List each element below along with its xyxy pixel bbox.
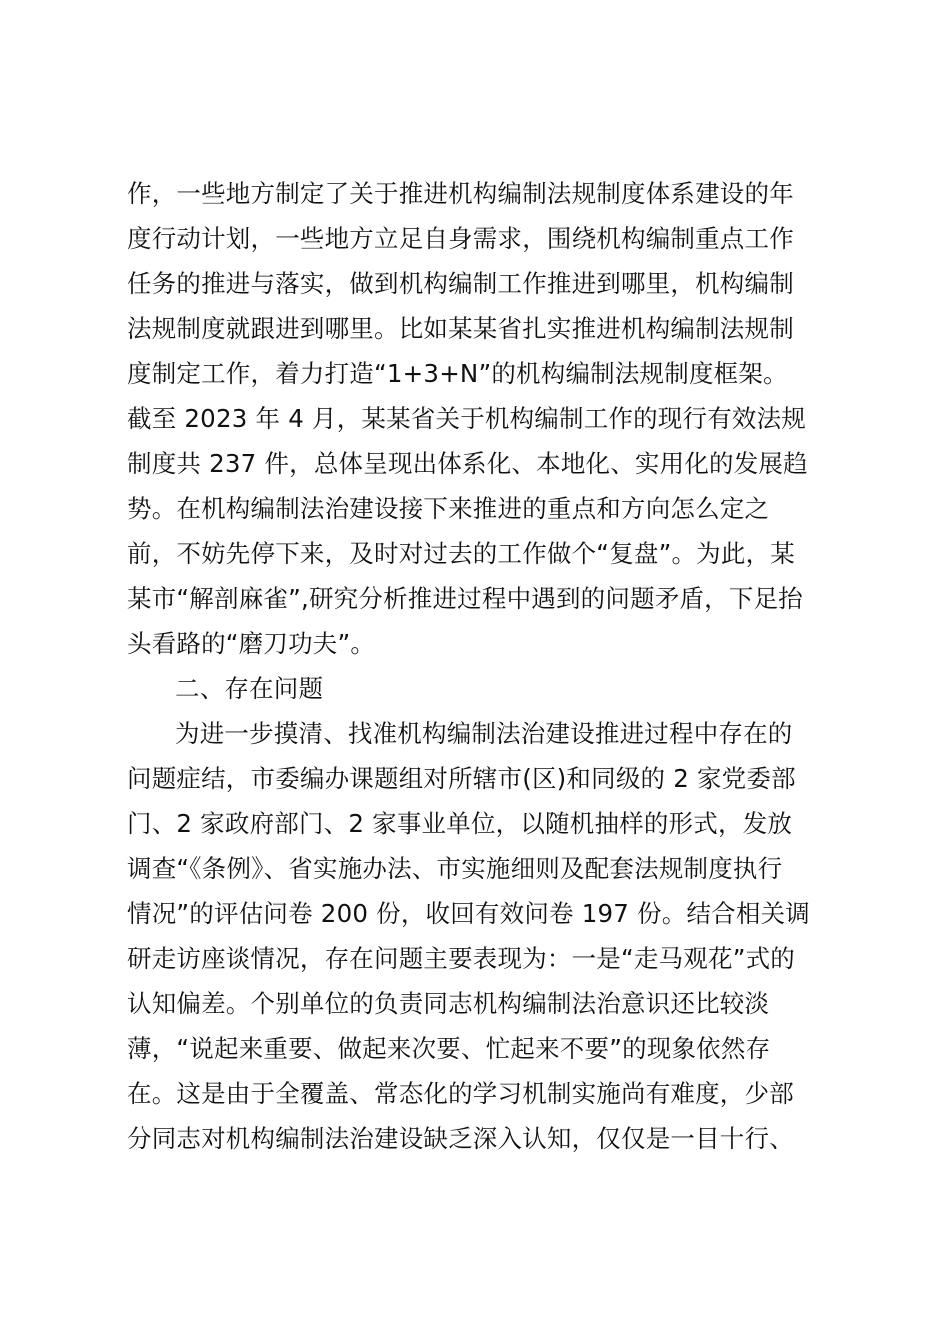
- paragraph-line: 任务的推进与落实，做到机构编制工作推进到哪里，机构编制: [127, 269, 794, 298]
- paragraph-line: 调查“《条例》、省实施办法、市实施细则及配套法规制度执行: [127, 854, 783, 883]
- paragraph-line: 研走访座谈情况，存在问题主要表现为：一是“走马观花”式的: [127, 944, 795, 973]
- paragraph-line: 截至 2023 年 4 月，某某省关于机构编制工作的现行有效法规: [127, 404, 806, 433]
- paragraph-line: 势。在机构编制法治建设接下来推进的重点和方向怎么定之: [127, 494, 770, 523]
- paragraph-line: 情况”的评估问卷 200 份，收回有效问卷 197 份。结合相关调: [127, 899, 810, 928]
- paragraph-line: 度行动计划，一些地方立足自身需求，围绕机构编制重点工作: [127, 224, 794, 253]
- paragraph-line: 分同志对机构编制法治建设缺乏深入认知，仅仅是一目十行、: [127, 1124, 794, 1153]
- paragraph-line: 问题症结，市委编办课题组对所辖市(区)和同级的 2 家党委部: [127, 764, 796, 793]
- section-heading: 二、存在问题: [175, 674, 324, 703]
- paragraph-line: 度制定工作，着力打造“1+3+N”的机构编制法规制度框架。: [127, 359, 788, 388]
- paragraph-line: 制度共 237 件，总体呈现出体系化、本地化、实用化的发展趋: [127, 449, 808, 478]
- paragraph-line: 法规制度就跟进到哪里。比如某某省扎实推进机构编制法规制: [127, 314, 794, 343]
- paragraph-line: 某市“解剖麻雀”,研究分析推进过程中遇到的问题矛盾，下足抬: [127, 584, 803, 613]
- paragraph-line: 作，一些地方制定了关于推进机构编制法规制度体系建设的年: [127, 179, 794, 208]
- paragraph-line: 门、2 家政府部门、2 家事业单位，以随机抽样的形式，发放: [127, 809, 793, 838]
- paragraph-line: 薄，“说起来重要、做起来次要、忙起来不要”的现象依然存: [127, 1034, 771, 1063]
- paragraph-line: 认知偏差。个别单位的负责同志机构编制法治意识还比较淡: [127, 989, 770, 1018]
- paragraph-line: 前，不妨先停下来，及时对过去的工作做个“复盘”。为此，某: [127, 539, 795, 568]
- paragraph-line: 在。这是由于全覆盖、常态化的学习机制实施尚有难度，少部: [127, 1079, 794, 1108]
- paragraph-line: 为进一步摸清、找准机构编制法治建设推进过程中存在的: [175, 719, 793, 748]
- paragraph-line: 头看路的“磨刀功夫”。: [127, 629, 376, 658]
